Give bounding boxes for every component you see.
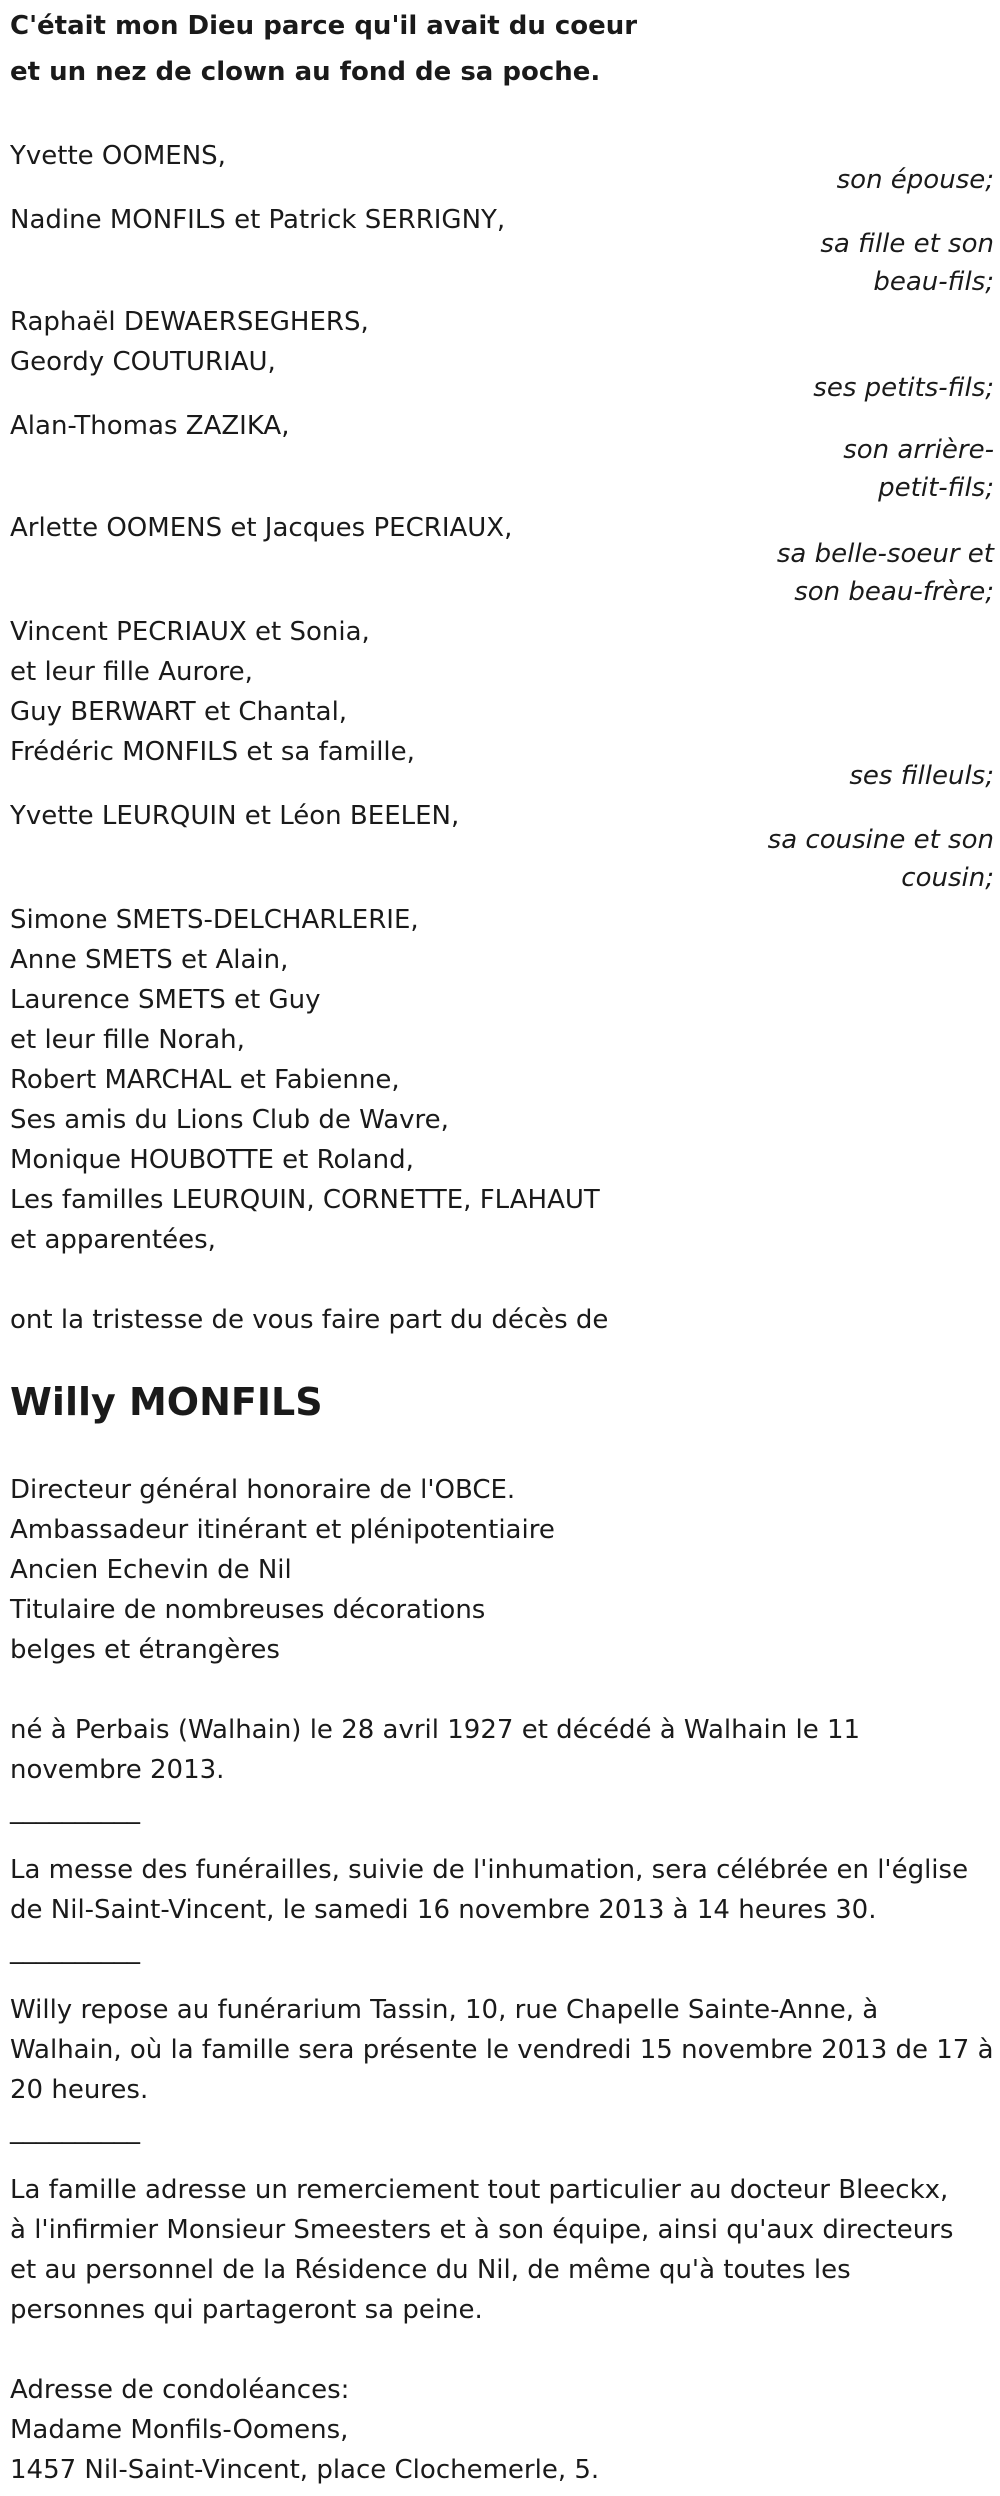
visitation-line-3: 20 heures. [10,2075,149,2105]
role-sister-in-law-1: sa belle-soeur et [776,539,994,569]
title-line-3: Ancien Echevin de Nil [10,1555,292,1585]
family-member-nadine: Nadine MONFILS et Patrick SERRIGNY, [10,205,506,235]
visitation-line-2: Walhain, où la famille sera présente le vendredi 15 novembre 2013 de 17 à [10,2035,994,2065]
godchild-line-4: Frédéric MONFILS et sa famille, [10,737,415,767]
role-cousins-2: cousin; [901,863,994,893]
other-relative-3: Laurence SMETS et Guy [10,985,321,1015]
other-relative-7: Monique HOUBOTTE et Roland, [10,1145,414,1175]
title-line-5: belges et étrangères [10,1635,280,1665]
family-member-yvette: Yvette OOMENS, [10,141,226,171]
thanks-line-4: personnes qui partageront sa peine. [10,2295,483,2325]
other-relative-4: et leur fille Norah, [10,1025,245,1055]
deceased-name: Willy MONFILS [10,1380,323,1424]
other-relative-2: Anne SMETS et Alain, [10,945,289,975]
epigraph-line-2: et un nez de clown au fond de sa poche. [10,57,601,87]
other-relative-6: Ses amis du Lions Club de Wavre, [10,1105,449,1135]
godchild-line-2: et leur fille Aurore, [10,657,253,687]
birth-death-line-1: né à Perbais (Walhain) le 28 avril 1927 et décédé à Walhain le 11 [10,1715,861,1745]
family-member-arlette: Arlette OOMENS et Jacques PECRIAUX, [10,513,513,543]
role-daughter-2: beau-fils; [873,267,994,297]
separator-2: __________ [10,1935,140,1965]
condolences-address: 1457 Nil-Saint-Vincent, place Clochemerle, 5. [10,2455,600,2485]
other-relative-9: et apparentées, [10,1225,216,1255]
thanks-line-3: et au personnel de la Résidence du Nil, de même qu'à toutes les [10,2255,851,2285]
thanks-line-1: La famille adresse un remerciement tout particulier au docteur Bleeckx, [10,2175,949,2205]
godchild-line-3: Guy BERWART et Chantal, [10,697,348,727]
other-relative-8: Les familles LEURQUIN, CORNETTE, FLAHAUT [10,1185,600,1215]
funeral-line-2: de Nil-Saint-Vincent, le samedi 16 novembre 2013 à 14 heures 30. [10,1895,877,1925]
visitation-line-1: Willy repose au funérarium Tassin, 10, rue Chapelle Sainte-Anne, à [10,1995,879,2025]
other-relative-1: Simone SMETS-DELCHARLERIE, [10,905,419,935]
role-cousins-1: sa cousine et son [767,825,994,855]
grandchild-1: Raphaël DEWAERSEGHERS, [10,307,369,337]
separator-3: __________ [10,2115,140,2145]
role-great-grandson-1: son arrière- [843,435,994,465]
role-sister-in-law-2: son beau-frère; [794,577,994,607]
announcement-text: ont la tristesse de vous faire part du décès de [10,1305,609,1335]
other-relative-5: Robert MARCHAL et Fabienne, [10,1065,400,1095]
role-godchildren: ses filleuls; [849,761,994,791]
funeral-line-1: La messe des funérailles, suivie de l'inhumation, sera célébrée en l'église [10,1855,969,1885]
title-line-4: Titulaire de nombreuses décorations [10,1595,486,1625]
grandchild-2: Geordy COUTURIAU, [10,347,276,377]
epigraph-line-1: C'était mon Dieu parce qu'il avait du coeur [10,11,638,41]
title-line-2: Ambassadeur itinérant et plénipotentiaire [10,1515,555,1545]
birth-death-line-2: novembre 2013. [10,1755,225,1785]
role-grandchildren: ses petits-fils; [813,373,994,403]
family-member-alan: Alan-Thomas ZAZIKA, [10,411,290,441]
condolences-name: Madame Monfils-Oomens, [10,2415,349,2445]
title-line-1: Directeur général honoraire de l'OBCE. [10,1475,516,1505]
family-member-leurquin: Yvette LEURQUIN et Léon BEELEN, [10,801,460,831]
role-great-grandson-2: petit-fils; [878,473,994,503]
role-daughter-1: sa fille et son [820,229,994,259]
role-spouse: son épouse; [836,165,994,195]
separator-1: __________ [10,1795,140,1825]
godchild-line-1: Vincent PECRIAUX et Sonia, [10,617,370,647]
thanks-line-2: à l'infirmier Monsieur Smeesters et à son équipe, ainsi qu'aux directeurs [10,2215,954,2245]
condolences-heading: Adresse de condoléances: [10,2375,350,2405]
